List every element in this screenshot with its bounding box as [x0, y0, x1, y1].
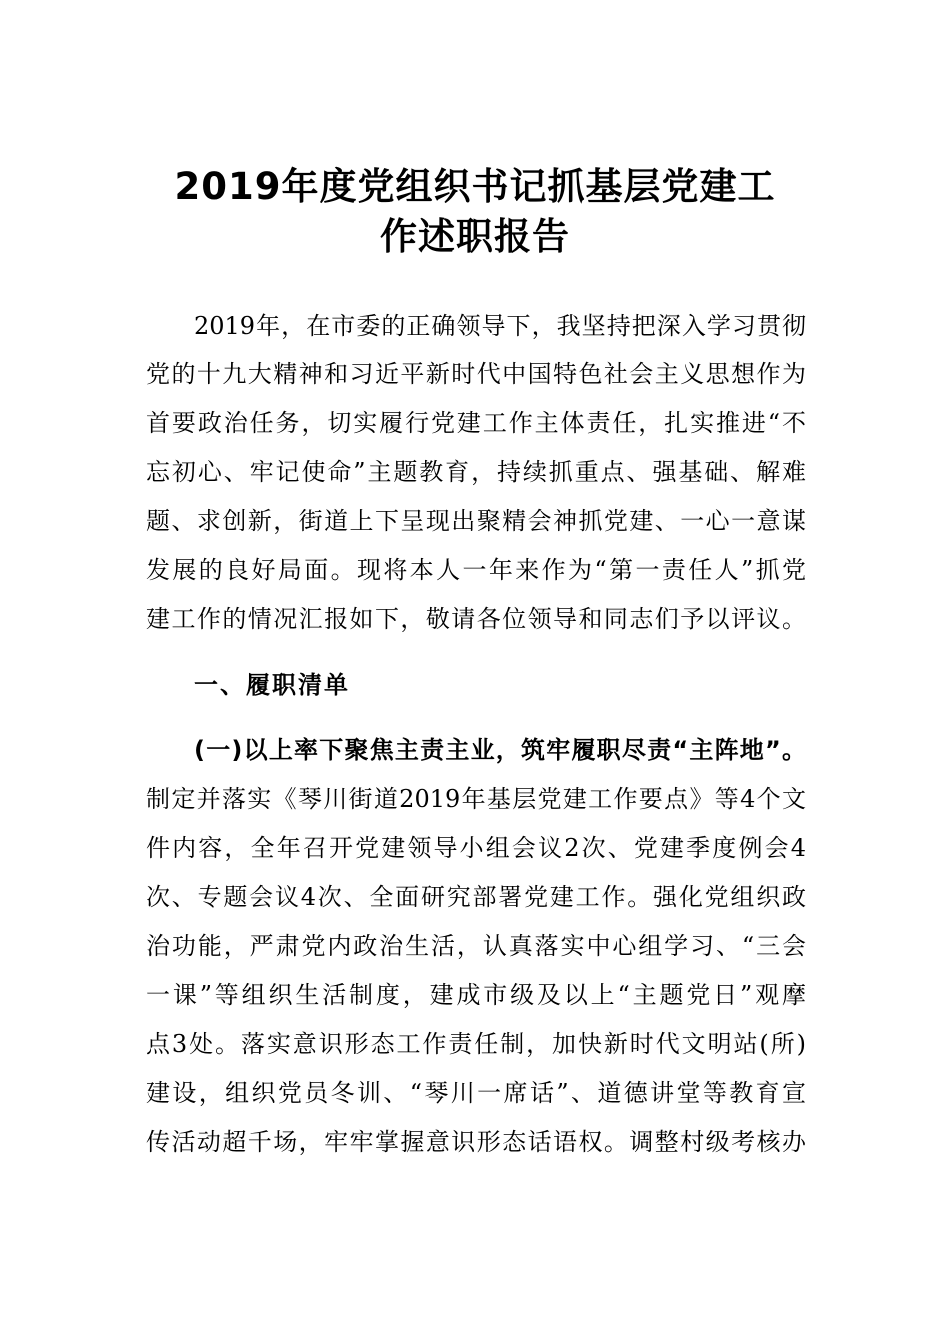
- body-line: 次、专题会议4次、全面研究部署党建工作。强化党组织政: [146, 883, 806, 911]
- intro-line: 党的十九大精神和习近平新时代中国特色社会主义思想作为: [146, 360, 806, 388]
- section-heading: 一、履职清单: [194, 671, 350, 699]
- intro-line: 建工作的情况汇报如下，敬请各位领导和同志们予以评议。: [146, 605, 806, 633]
- document-title-line-1: 2019年度党组织书记抓基层党建工: [174, 165, 776, 208]
- subsection-heading: (一)以上率下聚焦主责主业，筑牢履职尽责“主阵地”。: [194, 736, 806, 764]
- body-line: 件内容，全年召开党建领导小组会议2次、党建季度例会4: [146, 834, 806, 862]
- intro-line: 发展的良好局面。现将本人一年来作为“第一责任人”抓党: [146, 556, 806, 584]
- intro-line: 2019年，在市委的正确领导下，我坚持把深入学习贯彻: [194, 312, 806, 340]
- intro-line: 题、求创新，街道上下呈现出聚精会神抓党建、一心一意谋: [146, 507, 806, 535]
- intro-line: 忘初心、牢记使命”主题教育，持续抓重点、强基础、解难: [146, 458, 806, 486]
- body-line: 一课”等组织生活制度，建成市级及以上“主题党日”观摩: [146, 981, 806, 1009]
- intro-line: 首要政治任务，切实履行党建工作主体责任，扎实推进“不: [146, 409, 806, 437]
- body-line: 点3处。落实意识形态工作责任制，加快新时代文明站(所): [146, 1030, 806, 1058]
- document-title-line-2: 作述职报告: [380, 215, 570, 258]
- body-line: 制定并落实《琴川街道2019年基层党建工作要点》等4个文: [146, 785, 806, 813]
- body-line: 治功能，严肃党内政治生活，认真落实中心组学习、“三会: [146, 932, 806, 960]
- body-line: 传活动超千场，牢牢掌握意识形态话语权。调整村级考核办: [146, 1128, 806, 1156]
- body-line: 建设，组织党员冬训、“琴川一席话”、道德讲堂等教育宣: [146, 1079, 806, 1107]
